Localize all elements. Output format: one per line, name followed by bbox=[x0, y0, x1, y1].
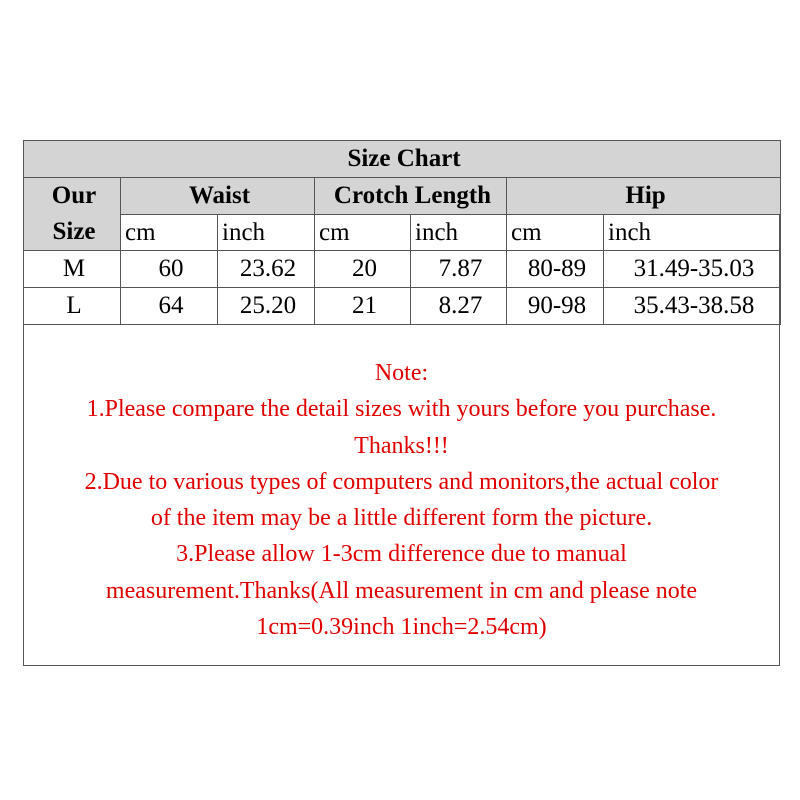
waist-header: Waist bbox=[121, 178, 315, 215]
value-cell: 35.43-38.58 bbox=[604, 288, 781, 325]
note-line: measurement.Thanks(All measurement in cm and please note bbox=[105, 577, 698, 604]
value-cell: 20 bbox=[315, 251, 411, 288]
value-cell: 7.87 bbox=[411, 251, 507, 288]
note-line: Thanks!!! bbox=[354, 432, 449, 459]
value-cell: 90-98 bbox=[507, 288, 604, 325]
unit-cell: cm bbox=[315, 215, 411, 251]
unit-cell: inch bbox=[604, 215, 781, 251]
value-cell: 64 bbox=[121, 288, 218, 325]
value-cell: 60 bbox=[121, 251, 218, 288]
size-cell: M bbox=[24, 251, 121, 288]
note-heading: Note: bbox=[374, 360, 429, 386]
our-size-line2: Size bbox=[52, 218, 96, 245]
value-cell: 21 bbox=[315, 288, 411, 325]
note-line: 1cm=0.39inch 1inch=2.54cm) bbox=[256, 614, 547, 641]
table-title: Size Chart bbox=[24, 141, 781, 178]
value-cell: 25.20 bbox=[218, 288, 315, 325]
note-line: of the item may be a little different form the picture. bbox=[150, 505, 653, 532]
unit-cell: inch bbox=[411, 215, 507, 251]
crotch-length-header: Crotch Length bbox=[315, 178, 507, 215]
value-cell: 80-89 bbox=[507, 251, 604, 288]
our-size-line1: Our bbox=[51, 182, 97, 209]
note-line: 1.Please compare the detail sizes with yours before you purchase. bbox=[86, 396, 717, 423]
value-cell: 23.62 bbox=[218, 251, 315, 288]
notes-block bbox=[24, 355, 779, 645]
hip-header: Hip bbox=[507, 178, 781, 215]
size-cell: L bbox=[24, 288, 121, 325]
table-row bbox=[24, 251, 781, 288]
our-size-header bbox=[24, 178, 121, 251]
unit-cell: cm bbox=[121, 215, 218, 251]
note-line: 3.Please allow 1-3cm difference due to manual bbox=[176, 541, 627, 568]
unit-cell: cm bbox=[507, 215, 604, 251]
unit-cell: inch bbox=[218, 215, 315, 251]
table-row bbox=[24, 288, 781, 325]
value-cell: 8.27 bbox=[411, 288, 507, 325]
note-line: 2.Due to various types of computers and monitors,the actual color bbox=[84, 468, 719, 495]
size-chart-table bbox=[23, 140, 781, 325]
value-cell: 31.49-35.03 bbox=[604, 251, 781, 288]
